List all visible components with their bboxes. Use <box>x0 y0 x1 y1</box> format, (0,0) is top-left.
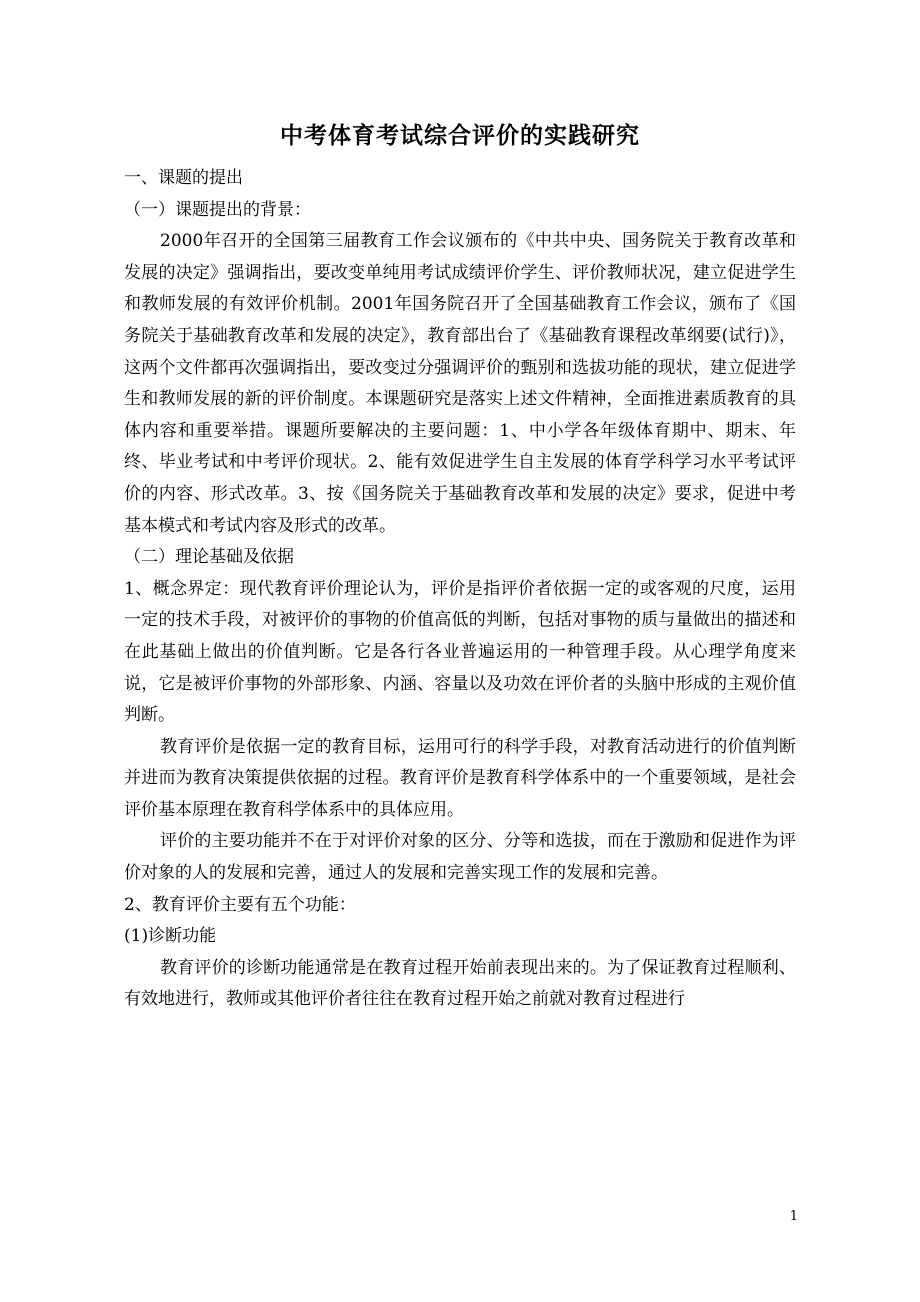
item-heading-diagnosis: (1)诊断功能 <box>124 926 217 947</box>
list-heading-five-functions: 2、教育评价主要有五个功能： <box>124 894 356 915</box>
page-number: 1 <box>789 1209 798 1224</box>
section-heading-1: 一、课题的提出 <box>124 168 243 188</box>
paragraph-evaluation-function: 评价的主要功能并不在于对评价对象的区分、分等和选拔，而在于激励和促进作为评价对象的人的发展和完善，通过人的发展和完善实现工作的发展和完善。 <box>124 831 796 884</box>
paragraph-background: 2000年召开的全国第三届教育工作会议颁布的《中共中央、国务院关于教育改革和发展的决定》强调指出，要改变单纯用考试成绩评价学生、评价教师状况，建立促进学生和教师发展的有效评价机制。2001年国务院召开了全国基础教育工作会议，颁布了《国务院关于基础教育改革和发展的决定》，教育部出台了《基础教育课程改革纲要(试行)》，这两个文件都再次强调指出，要改变过分强调评价的甄别和选拔功能的现状，建立促进学生和教师发展的新的评价制度。本课题研究是落实上述文件精神，全面推进素质教育的具体内容和重要举措。课题所要解决的主要问题：1、中小学各年级体育期中、期末、年终、毕业考试和中考评价现状。2、能有效促进学生自主发展的体育学科学习水平考试评价的内容、形式改革。3、按《国务院关于基础教育改革和发展的决定》要求，促进中考基本模式和考试内容及形式的改革。 <box>124 231 796 536</box>
subsection-heading-theory: （二）理论基础及依据 <box>124 547 294 568</box>
paragraph-concept-definition: 1、概念界定：现代教育评价理论认为，评价是指评价者依据一定的或客观的尺度，运用一定的技术手段，对被评价的事物的价值高低的判断，包括对事物的质与量做出的描述和在此基础上做出的价值判断。它是各行各业普遍运用的一种管理手段。从心理学角度来说，它是被评价事物的外部形象、内涵、容量以及功效在评价者的头脑中形成的主观价值判断。 <box>124 578 796 726</box>
document-title: 中考体育考试综合评价的实践研究 <box>280 123 640 149</box>
document-body <box>124 163 796 1016</box>
paragraph-diagnosis: 教育评价的诊断功能通常是在教育过程开始前表现出来的。为了保证教育过程顺利、有效地进行，教师或其他评价者往往在教育过程开始之前就对教育过程进行 <box>124 957 796 1010</box>
subsection-heading-background: （一）课题提出的背景： <box>124 199 311 220</box>
paragraph-education-evaluation: 教育评价是依据一定的教育目标，运用可行的科学手段，对教育活动进行的价值判断并进而为教育决策提供依据的过程。教育评价是教育科学体系中的一个重要领域，是社会评价基本原理在教育科学体系中的具体应用。 <box>124 736 796 820</box>
